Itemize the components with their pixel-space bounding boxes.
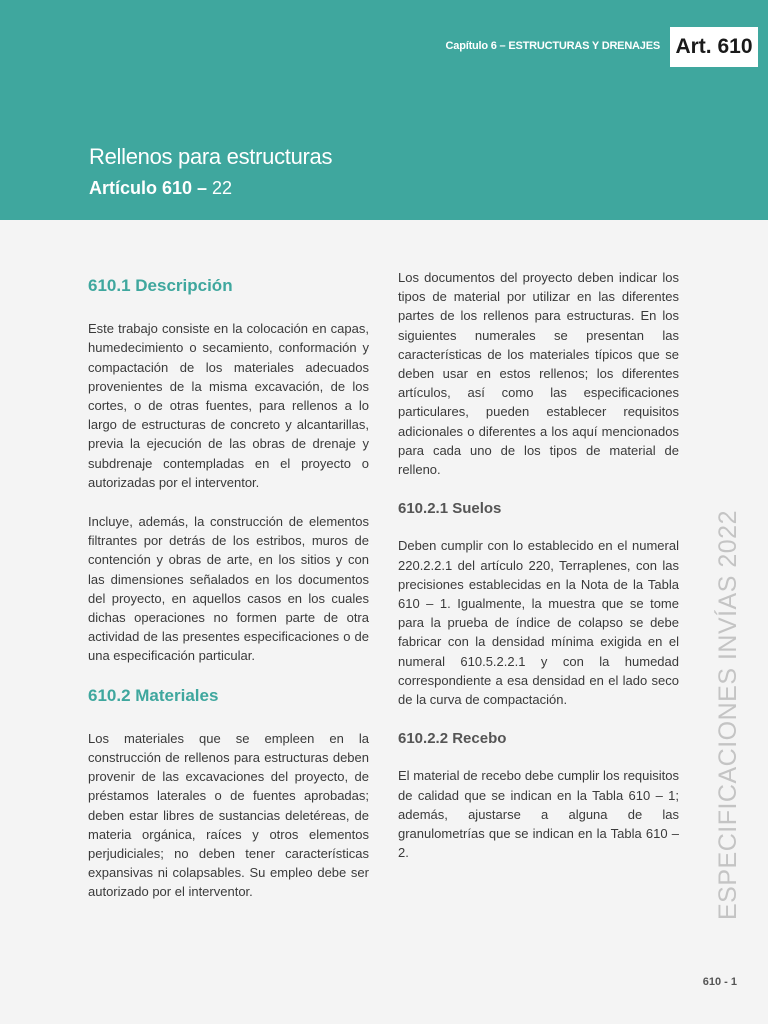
side-watermark-text: ESPECIFICACIONES INVÍAS 2022 [714, 510, 742, 920]
page-title: Rellenos para estructuras [89, 144, 333, 169]
section-heading-materiales: 610.2 Materiales [88, 685, 219, 705]
paragraph: El material de recebo debe cumplir los requisitos de calidad que se indican en la Tabla 610 – 1; además, ajustarse a alguna de las granulometrías que se indican en la Tabla 610 – 2. [398, 768, 679, 861]
paragraph: Este trabajo consiste en la colocación en capas, humedecimiento o secamiento, conformación y compactación de los materiales adecuados provenientes de la misma excavación, de los cortes, o de otras fuentes, para rellenos a lo largo de estructuras de concreto y alcantarillas, previa la ejecución de las obras de drenaje y subdrenaje contempladas en el proyecto o autorizadas por el interventor. [88, 321, 369, 490]
page-number: 610 - 1 [702, 976, 737, 988]
paragraph: Deben cumplir con lo establecido en el numeral 220.2.2.1 del artículo 220, Terraplenes, con las precisiones establecidas en la Nota de la Tabla 610 – 1. Igualmente, la muestra que se tome para la prueba de índice de colapso se debe fabricar con la densidad mínima exigida en el numeral 610.5.2.2.1 y con la humedad correspondiente a esa densidad en el lado seco de la curva de compactación. [398, 538, 679, 708]
subsection-heading-suelos: 610.2.1 Suelos [398, 500, 502, 518]
paragraph: Los documentos del proyecto deben indicar los tipos de material por utilizar en las diferentes partes de los rellenos para estructuras. En los siguientes numerales se presentan las características de los materiales típicos que se deben usar en estos rellenos; los diferentes artículos, así como las especificaciones particulares, pueden establecer requisitos adicionales o diferentes a los aquí mencionados para cada uno de los tipos de material de relleno. [398, 270, 679, 478]
article-tag: Art. 610 [670, 27, 758, 67]
left-column [88, 270, 369, 922]
right-column [398, 268, 679, 882]
paragraph: Incluye, además, la construcción de elementos filtrantes por detrás de los estribos, muros de contención y obras de arte, en los sitios y con las dimensiones señalados en los documentos del proyecto, en aquellos casos en los cuales dichas operaciones no formen parte de otra actividad de las presentes especificaciones o de una especificación particular. [88, 514, 369, 664]
chapter-label: Capítulo 6 – ESTRUCTURAS Y DRENAJES [445, 40, 660, 52]
paragraph: Los materiales que se empleen en la construcción de rellenos para estructuras deben provenir de las excavaciones del proyecto, de préstamos laterales o de fuentes aprobadas; deben estar libres de sustancias deletéreas, de materia orgánica, raíces y otros elementos perjudiciales; no deben tener características expansivas ni colapsables. Su empleo debe ser autorizado por el interventor. [88, 730, 369, 900]
subtitle-year: 22 [207, 178, 233, 198]
header-band [0, 0, 768, 220]
subtitle-article: Artículo 610 – [89, 178, 208, 198]
section-heading-descripcion: 610.1 Descripción [88, 276, 233, 295]
page-subtitle [89, 178, 232, 199]
subsection-heading-recebo: 610.2.2 Recebo [398, 730, 507, 748]
